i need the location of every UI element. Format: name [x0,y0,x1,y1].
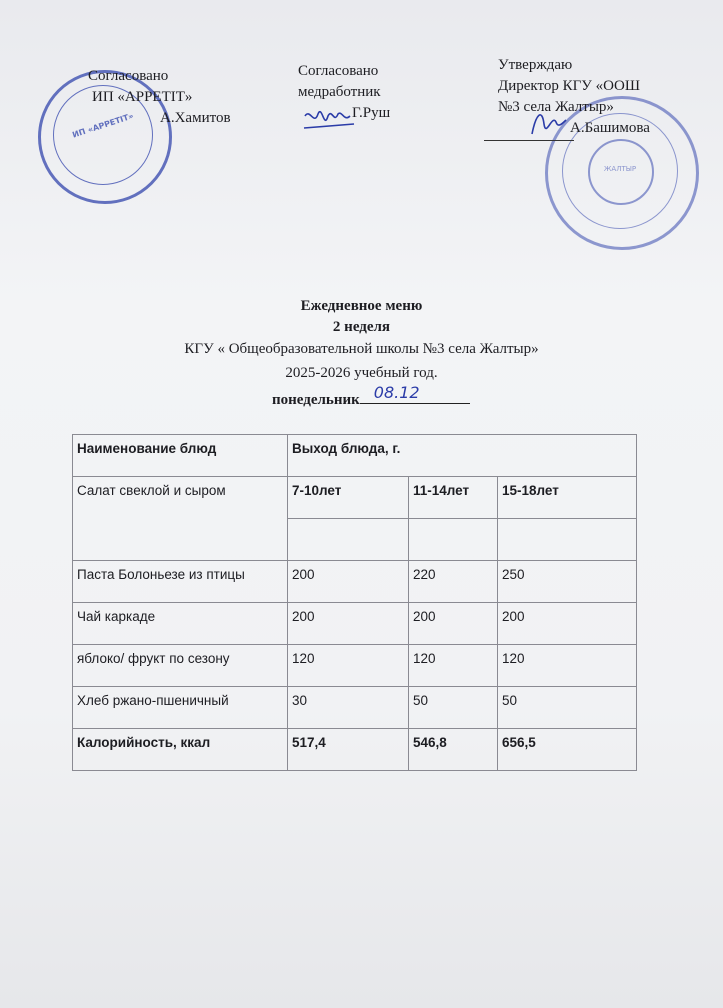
dish-name: Паста Болоньезе из птицы [73,561,288,603]
empty-cell [409,519,498,561]
header-dish: Наименование блюд [73,435,288,477]
portion-value: 50 [498,687,637,729]
table-header-row [73,435,637,477]
total-label: Калорийность, ккал [73,729,288,771]
week-label: 2 неделя [332,319,391,335]
portion-value: 220 [409,561,498,603]
table-row [73,645,637,687]
age-group: 15-18лет [498,477,637,519]
stamp-lettering: ЖАЛТЫР [603,165,637,173]
dish-name: яблоко/ фрукт по сезону [73,645,288,687]
day-line [272,383,470,409]
menu-title: Ежедневное меню [300,298,423,314]
table-row [73,603,637,645]
school-name: КГУ « Общеобразовательной школы №3 села Жалтыр» [184,341,539,357]
approval-right-line4: А.Башимова [570,120,650,136]
portion-value: 200 [498,603,637,645]
dish-name: Хлеб ржано-пшеничный [73,687,288,729]
portion-value: 200 [409,603,498,645]
empty-cell [498,519,637,561]
portion-value: 200 [288,603,409,645]
portion-value: 250 [498,561,637,603]
approval-right-line3: №3 села Жалтыр» [498,99,614,115]
date-handwritten: 08.12 [373,383,420,402]
approval-left [88,66,231,129]
age-group: 11-14лет [409,477,498,519]
day-label: понедельник [272,392,360,408]
approval-middle-line1: Согласовано [298,63,379,79]
school-year: 2025-2026 учебный год. [285,365,438,381]
approval-left-line1: Согласовано [88,68,169,84]
table-total-row [73,729,637,771]
director-signature [524,104,570,144]
portion-value: 120 [288,645,409,687]
empty-cell [288,519,409,561]
portion-value: 50 [409,687,498,729]
medic-signature [300,104,360,134]
stamp-lettering: ИП «APPETIT» [71,111,135,140]
age-group: 7-10лет [288,477,409,519]
approval-middle-line2: медработник [298,84,381,100]
portion-value: 200 [288,561,409,603]
table-row [73,561,637,603]
approval-left-line2: ИП «APPETIT» [92,89,193,105]
table-row [73,477,637,519]
header-output: Выход блюда, г. [288,435,637,477]
total-value: 546,8 [409,729,498,771]
table-row [73,687,637,729]
approval-middle-line3: Г.Руш [352,105,391,121]
portion-value: 120 [409,645,498,687]
approval-right-line1: Утверждаю [498,57,573,73]
approval-left-line3: А.Хамитов [160,110,231,126]
portion-value: 120 [498,645,637,687]
approval-right [498,55,650,139]
dish-name: Чай каркаде [73,603,288,645]
date-blank [360,383,470,404]
menu-table [72,434,637,771]
approval-right-line2: Директор КГУ «ООШ [498,78,640,94]
dish-name: Салат свеклой и сыром [73,477,288,561]
total-value: 656,5 [498,729,637,771]
total-value: 517,4 [288,729,409,771]
portion-value: 30 [288,687,409,729]
